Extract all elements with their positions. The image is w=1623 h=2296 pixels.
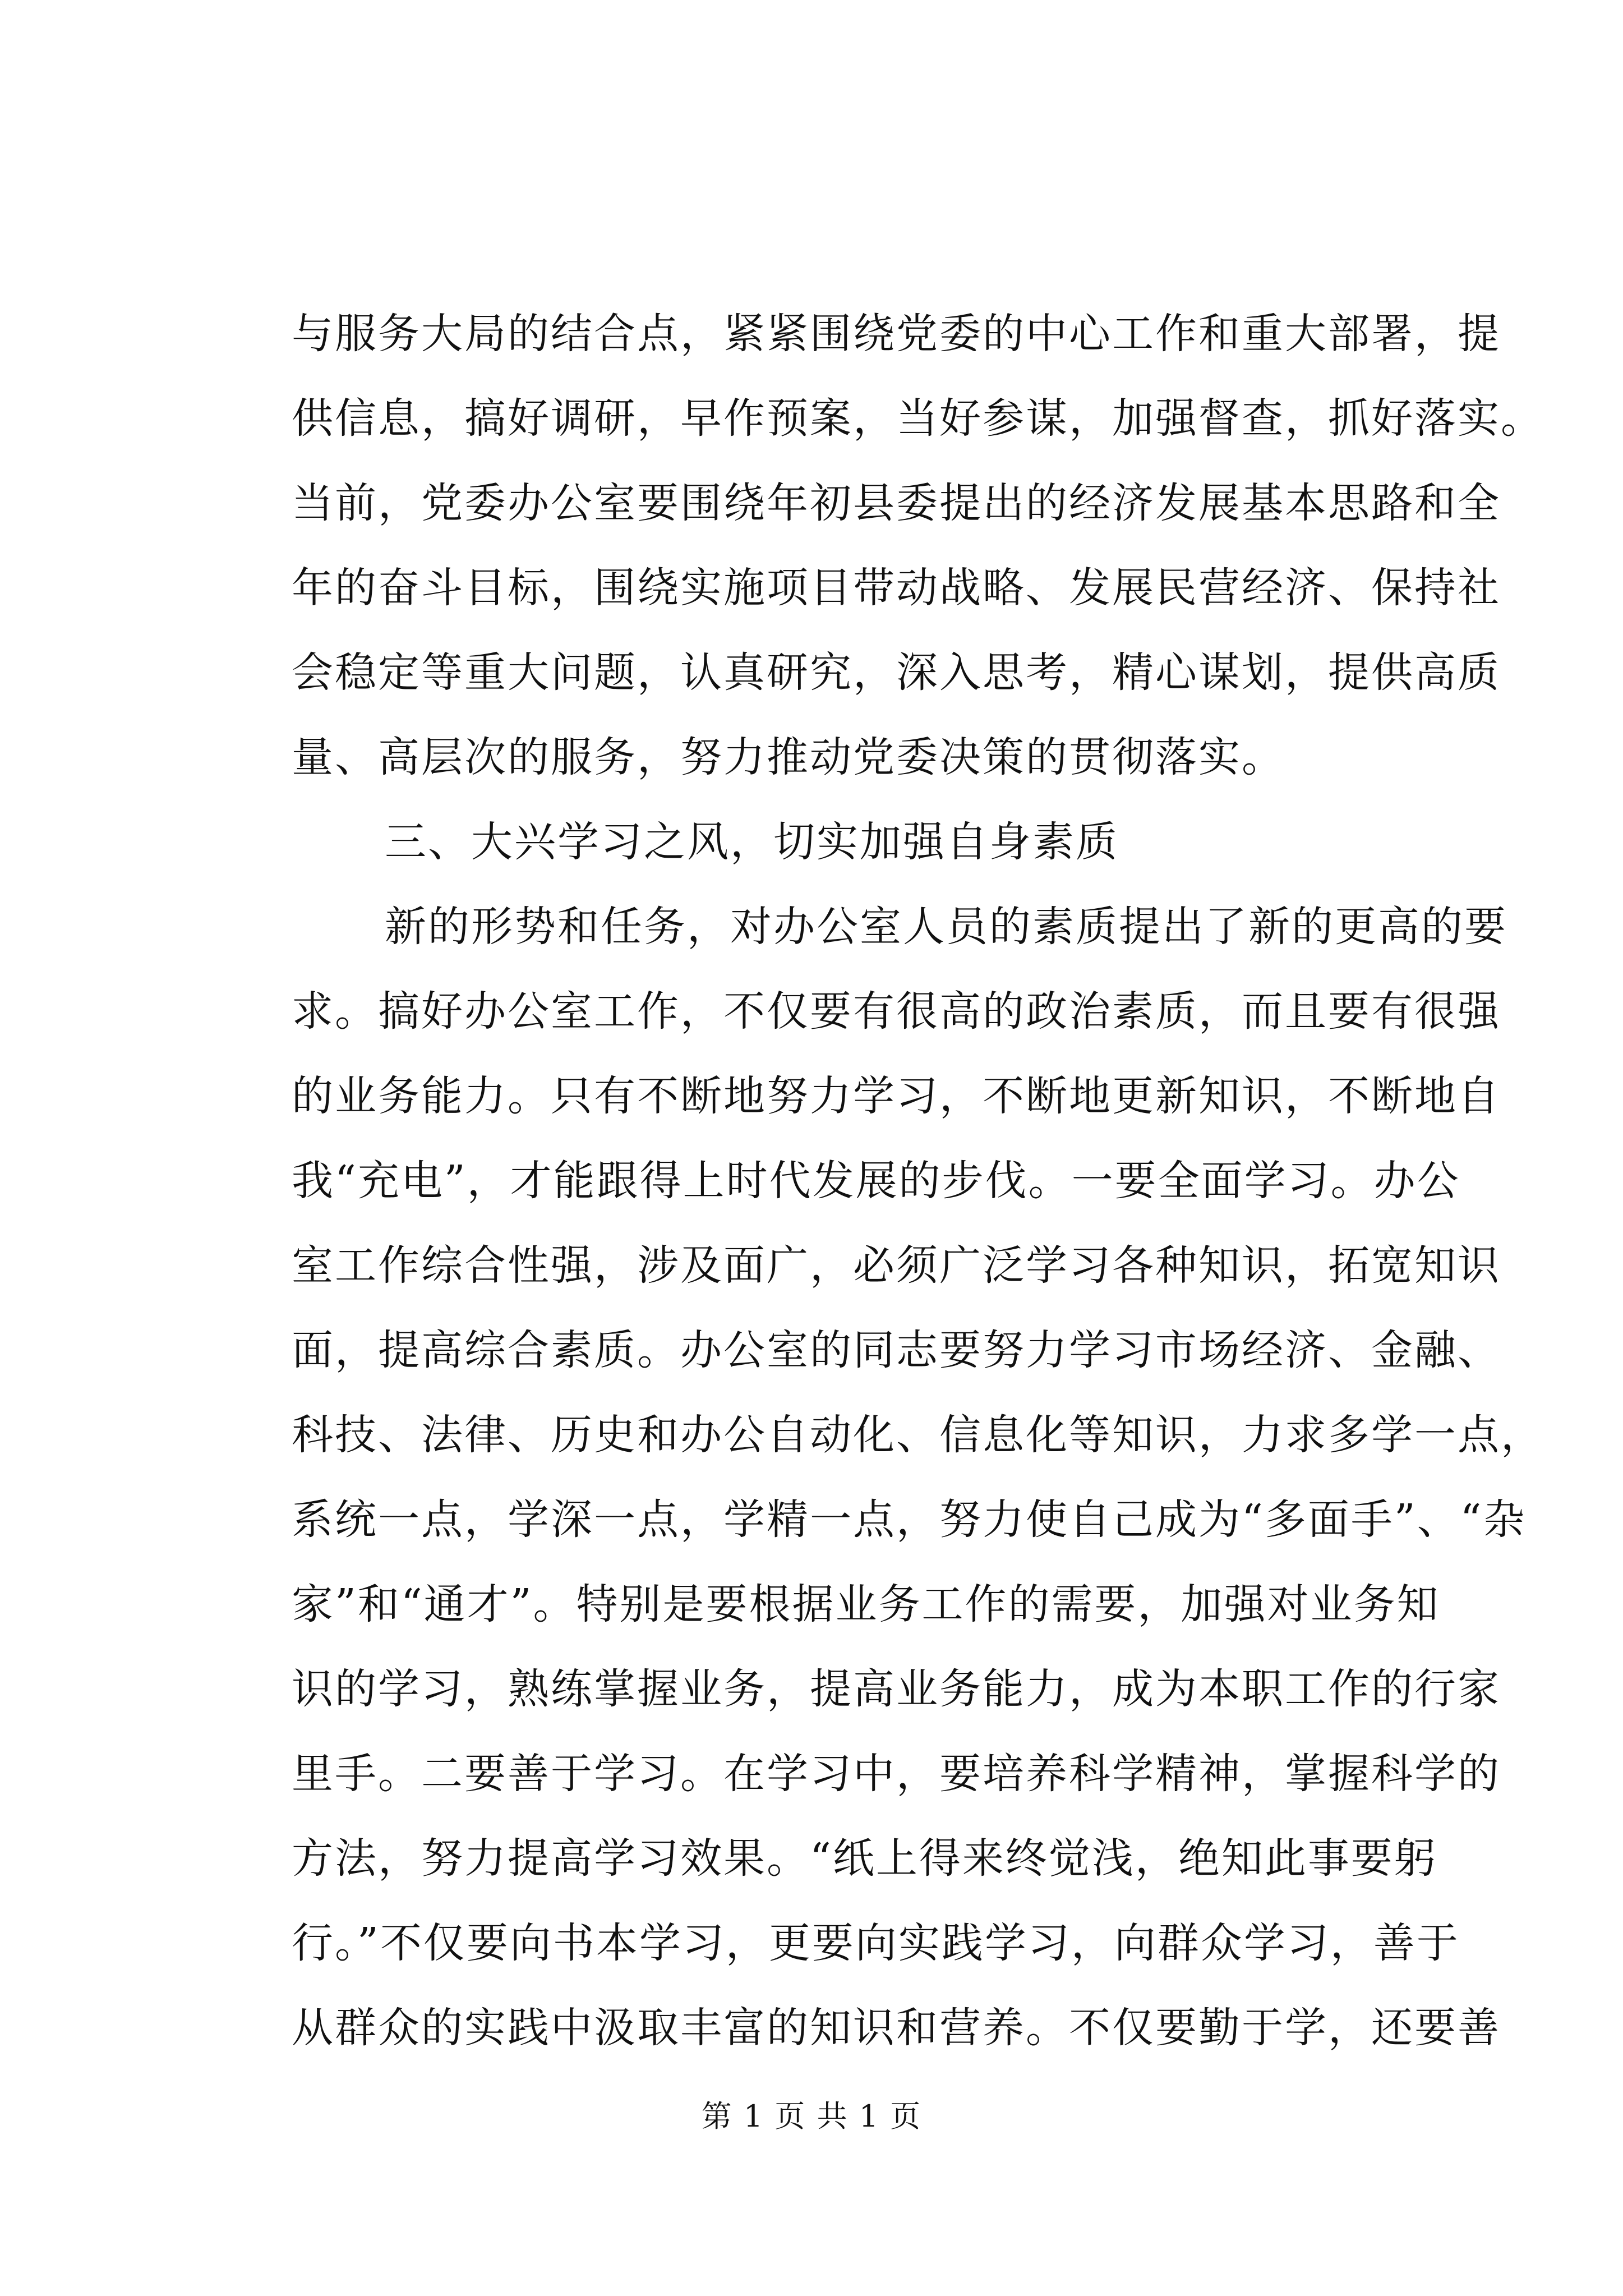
text-line: 从群众的实践中汲取丰富的知识和营养。不仅要勤于学，还要善 (292, 2004, 1501, 2052)
body-text (292, 292, 1544, 2070)
page-number-footer: 第 1 页 共 1 页 (701, 2099, 922, 2134)
text-line: 家”和“通才”。特别是要根据业务工作的需要，加强对业务知 (292, 1580, 1440, 1628)
text-line: 我“充电”，才能跟得上时代发展的步伐。一要全面学习。办公 (292, 1157, 1460, 1205)
text-line: 与服务大局的结合点，紧紧围绕党委的中心工作和重大部署，提 (292, 310, 1501, 358)
text-line: 行。”不仅要向书本学习，更要向实践学习，向群众学习，善于 (292, 1919, 1460, 1967)
section-heading: 三、大兴学习之风，切实加强自身素质 (385, 818, 1119, 866)
text-line: 供信息，搞好调研，早作预案，当好参谋，加强督查，抓好落实。 (292, 394, 1544, 443)
text-line: 室工作综合性强，涉及面广，必须广泛学习各种知识，拓宽知识 (292, 1241, 1501, 1290)
text-line: 会稳定等重大问题，认真研究，深入思考，精心谋划，提供高质 (292, 648, 1501, 697)
text-line: 年的奋斗目标，围绕实施项目带动战略、发展民营经济、保持社 (292, 564, 1501, 612)
text-line: 量、高层次的服务，努力推动党委决策的贯彻落实。 (292, 733, 1285, 781)
text-line: 求。搞好办公室工作，不仅要有很高的政治素质，而且要有很强 (292, 987, 1501, 1036)
text-line: 科技、法律、历史和办公自动化、信息化等知识，力求多学一点， (292, 1411, 1544, 1459)
text-line: 当前，党委办公室要围绕年初县委提出的经济发展基本思路和全 (292, 479, 1501, 527)
text-line: 识的学习，熟练掌握业务，提高业务能力，成为本职工作的行家 (292, 1665, 1501, 1713)
text-line: 里手。二要善于学习。在学习中，要培养科学精神，掌握科学的 (292, 1750, 1501, 1798)
text-line: 系统一点，学深一点，学精一点，努力使自己成为“多面手”、“杂 (292, 1496, 1527, 1544)
text-line: 面，提高综合素质。办公室的同志要努力学习市场经济、金融、 (292, 1326, 1501, 1374)
text-line: 方法，努力提高学习效果。“纸上得来终觉浅，绝知此事要躬 (292, 1834, 1437, 1883)
text-line: 的业务能力。只有不断地努力学习，不断地更新知识，不断地自 (292, 1072, 1501, 1120)
paragraph-first-line: 新的形势和任务，对办公室人员的素质提出了新的更高的要 (385, 903, 1507, 951)
